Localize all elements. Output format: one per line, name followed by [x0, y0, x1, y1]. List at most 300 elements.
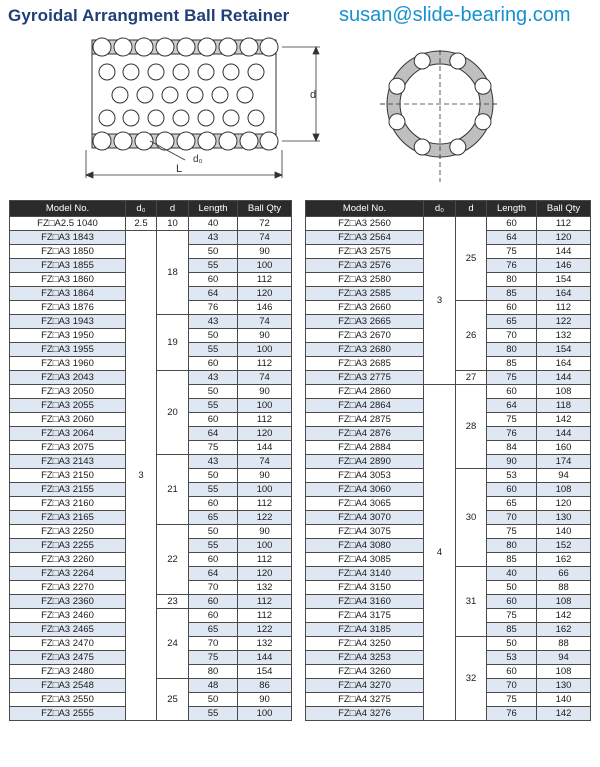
- length-cell: 60: [189, 273, 238, 287]
- model-no-cell: FZ□A4 3075: [306, 525, 424, 539]
- length-cell: 55: [189, 399, 238, 413]
- spec-table-right: [305, 200, 591, 721]
- ball-qty-cell: 100: [238, 539, 292, 553]
- length-cell: 43: [189, 455, 238, 469]
- ball: [114, 38, 132, 56]
- ring-ball: [450, 139, 466, 155]
- ball-qty-cell: 140: [537, 525, 591, 539]
- model-no-cell: FZ□A3 2685: [306, 357, 424, 371]
- ball: [260, 38, 278, 56]
- dim-label-d0: d₀: [193, 154, 203, 165]
- model-no-cell: FZ□A3 2555: [10, 707, 126, 721]
- model-no-cell: FZ□A3 1960: [10, 357, 126, 371]
- ball: [137, 87, 153, 103]
- d-cell: 27: [456, 371, 487, 385]
- ball-qty-cell: 122: [537, 315, 591, 329]
- ball: [156, 38, 174, 56]
- ball: [135, 38, 153, 56]
- col-d0: d₀: [424, 201, 456, 217]
- ball-qty-cell: 74: [238, 315, 292, 329]
- ball-qty-cell: 90: [238, 469, 292, 483]
- ball-qty-cell: 120: [238, 427, 292, 441]
- d-cell: 22: [157, 525, 189, 595]
- length-cell: 50: [189, 693, 238, 707]
- model-no-cell: FZ□A4 3070: [306, 511, 424, 525]
- length-cell: 50: [189, 525, 238, 539]
- d-cell: 30: [456, 469, 487, 567]
- ball-qty-cell: 74: [238, 455, 292, 469]
- ball-qty-cell: 118: [537, 399, 591, 413]
- length-cell: 60: [189, 357, 238, 371]
- ball: [212, 87, 228, 103]
- model-no-cell: FZ□A3 2165: [10, 511, 126, 525]
- length-cell: 70: [487, 329, 537, 343]
- ball-qty-cell: 132: [238, 581, 292, 595]
- model-no-cell: FZ□A3 2775: [306, 371, 424, 385]
- ring-ball: [414, 53, 430, 69]
- table-row: [10, 217, 292, 231]
- d0-cell: 2.5: [126, 217, 157, 231]
- ball-qty-cell: 146: [238, 301, 292, 315]
- ball: [240, 38, 258, 56]
- ball: [248, 110, 264, 126]
- length-cell: 75: [189, 441, 238, 455]
- ball: [112, 87, 128, 103]
- ball-qty-cell: 90: [238, 245, 292, 259]
- model-no-cell: FZ□A4 2884: [306, 441, 424, 455]
- length-cell: 60: [189, 497, 238, 511]
- ball-qty-cell: 122: [238, 511, 292, 525]
- d-cell: 23: [157, 595, 189, 609]
- model-no-cell: FZ□A3 2560: [306, 217, 424, 231]
- model-no-cell: FZ□A4 3250: [306, 637, 424, 651]
- ball-qty-cell: 122: [238, 623, 292, 637]
- length-cell: 50: [189, 329, 238, 343]
- length-cell: 53: [487, 469, 537, 483]
- d-cell: 20: [157, 371, 189, 455]
- length-cell: 55: [189, 259, 238, 273]
- d-cell: 19: [157, 315, 189, 371]
- col-model-no: Model No.: [10, 201, 126, 217]
- d-cell: 31: [456, 567, 487, 637]
- model-no-cell: FZ□A3 1864: [10, 287, 126, 301]
- length-cell: 70: [189, 581, 238, 595]
- ball-retainer-drawing: [0, 0, 600, 190]
- ball-qty-cell: 142: [537, 707, 591, 721]
- model-no-cell: FZ□A3 2470: [10, 637, 126, 651]
- ball-qty-cell: 120: [537, 497, 591, 511]
- col-ball-qty: Ball Qty: [238, 201, 292, 217]
- ball-qty-cell: 154: [537, 343, 591, 357]
- spec-table-left: [9, 200, 292, 721]
- model-no-cell: FZ□A3 2160: [10, 497, 126, 511]
- length-cell: 76: [487, 707, 537, 721]
- ball: [99, 110, 115, 126]
- ball-qty-cell: 144: [537, 245, 591, 259]
- model-no-cell: FZ□A3 2460: [10, 609, 126, 623]
- length-cell: 75: [189, 651, 238, 665]
- ball: [187, 87, 203, 103]
- model-no-cell: FZ□A3 2264: [10, 567, 126, 581]
- ball: [198, 132, 216, 150]
- length-cell: 55: [189, 707, 238, 721]
- ball: [173, 64, 189, 80]
- ball: [123, 110, 139, 126]
- length-cell: 64: [189, 427, 238, 441]
- model-no-cell: FZ□A3 2480: [10, 665, 126, 679]
- table-header-row: [306, 201, 591, 217]
- ball-qty-cell: 72: [238, 217, 292, 231]
- ball-qty-cell: 90: [238, 385, 292, 399]
- length-cell: 50: [487, 581, 537, 595]
- length-cell: 75: [487, 371, 537, 385]
- model-no-cell: FZ□A4 3276: [306, 707, 424, 721]
- length-cell: 60: [189, 553, 238, 567]
- length-cell: 50: [189, 469, 238, 483]
- d-cell: 26: [456, 301, 487, 371]
- length-cell: 76: [487, 427, 537, 441]
- model-no-cell: FZ□A3 2665: [306, 315, 424, 329]
- ball-qty-cell: 74: [238, 371, 292, 385]
- ball-qty-cell: 154: [537, 273, 591, 287]
- length-cell: 48: [189, 679, 238, 693]
- ball: [198, 38, 216, 56]
- length-cell: 64: [487, 231, 537, 245]
- col-d: d: [157, 201, 189, 217]
- length-cell: 43: [189, 315, 238, 329]
- ball-qty-cell: 90: [238, 693, 292, 707]
- ball-qty-cell: 132: [238, 637, 292, 651]
- length-cell: 85: [487, 287, 537, 301]
- d0-cell: 3: [126, 231, 157, 721]
- model-no-cell: FZ□A2.5 1040: [10, 217, 126, 231]
- ball-qty-cell: 100: [238, 399, 292, 413]
- ball: [99, 64, 115, 80]
- length-cell: 85: [487, 623, 537, 637]
- length-cell: 64: [189, 287, 238, 301]
- ball: [223, 64, 239, 80]
- d-cell: 10: [157, 217, 189, 231]
- model-no-cell: FZ□A3 2255: [10, 539, 126, 553]
- col-length: Length: [189, 201, 238, 217]
- length-cell: 50: [189, 385, 238, 399]
- model-no-cell: FZ□A3 1860: [10, 273, 126, 287]
- length-cell: 60: [487, 665, 537, 679]
- length-cell: 55: [189, 539, 238, 553]
- ring-ball: [475, 78, 491, 94]
- table-row: [10, 231, 292, 245]
- model-no-cell: FZ□A3 1850: [10, 245, 126, 259]
- contact-email[interactable]: susan@slide-bearing.com: [339, 4, 571, 26]
- ball-qty-cell: 146: [537, 259, 591, 273]
- length-cell: 75: [487, 693, 537, 707]
- ball: [260, 132, 278, 150]
- model-no-cell: FZ□A4 3060: [306, 483, 424, 497]
- length-cell: 60: [487, 301, 537, 315]
- length-cell: 40: [189, 217, 238, 231]
- model-no-cell: FZ□A3 2075: [10, 441, 126, 455]
- ball-qty-cell: 144: [238, 651, 292, 665]
- ball-qty-cell: 120: [537, 231, 591, 245]
- model-no-cell: FZ□A4 2860: [306, 385, 424, 399]
- model-no-cell: FZ□A3 2150: [10, 469, 126, 483]
- length-cell: 55: [189, 343, 238, 357]
- length-cell: 60: [487, 595, 537, 609]
- model-no-cell: FZ□A3 2465: [10, 623, 126, 637]
- length-cell: 60: [487, 483, 537, 497]
- length-cell: 50: [189, 245, 238, 259]
- ball-qty-cell: 162: [537, 553, 591, 567]
- model-no-cell: FZ□A4 2876: [306, 427, 424, 441]
- ball-qty-cell: 142: [537, 609, 591, 623]
- ball-qty-cell: 154: [238, 665, 292, 679]
- length-cell: 84: [487, 441, 537, 455]
- ball: [240, 132, 258, 150]
- model-no-cell: FZ□A3 2143: [10, 455, 126, 469]
- ring-ball: [475, 114, 491, 130]
- ball-qty-cell: 112: [238, 497, 292, 511]
- col-d0: d₀: [126, 201, 157, 217]
- model-no-cell: FZ□A4 3253: [306, 651, 424, 665]
- side-view: [92, 38, 278, 150]
- ring-ball: [414, 139, 430, 155]
- ball-qty-cell: 94: [537, 469, 591, 483]
- length-cell: 65: [487, 315, 537, 329]
- ball-qty-cell: 164: [537, 287, 591, 301]
- length-cell: 76: [189, 301, 238, 315]
- model-no-cell: FZ□A3 1843: [10, 231, 126, 245]
- ball-qty-cell: 88: [537, 637, 591, 651]
- length-cell: 43: [189, 231, 238, 245]
- d-cell: 18: [157, 231, 189, 315]
- model-no-cell: FZ□A3 2270: [10, 581, 126, 595]
- length-cell: 60: [189, 609, 238, 623]
- ball-qty-cell: 100: [238, 343, 292, 357]
- ball: [93, 38, 111, 56]
- ball-qty-cell: 108: [537, 483, 591, 497]
- ball: [148, 64, 164, 80]
- model-no-cell: FZ□A4 3080: [306, 539, 424, 553]
- ball-qty-cell: 120: [238, 287, 292, 301]
- ball-qty-cell: 112: [238, 609, 292, 623]
- ball: [173, 110, 189, 126]
- model-no-cell: FZ□A3 2575: [306, 245, 424, 259]
- col-length: Length: [487, 201, 537, 217]
- ball-qty-cell: 132: [537, 329, 591, 343]
- model-no-cell: FZ□A3 1955: [10, 343, 126, 357]
- model-no-cell: FZ□A3 2043: [10, 371, 126, 385]
- model-no-cell: FZ□A3 2680: [306, 343, 424, 357]
- ball-qty-cell: 100: [238, 483, 292, 497]
- ball-qty-cell: 90: [238, 525, 292, 539]
- table-row: [306, 217, 591, 231]
- length-cell: 80: [487, 539, 537, 553]
- model-no-cell: FZ□A4 3160: [306, 595, 424, 609]
- d-cell: 28: [456, 385, 487, 469]
- d-cell: 21: [157, 455, 189, 525]
- ball-qty-cell: 140: [537, 693, 591, 707]
- model-no-cell: FZ□A3 2155: [10, 483, 126, 497]
- model-no-cell: FZ□A3 2670: [306, 329, 424, 343]
- ball: [114, 132, 132, 150]
- length-cell: 70: [487, 511, 537, 525]
- ball-qty-cell: 66: [537, 567, 591, 581]
- ring-ball: [389, 78, 405, 94]
- length-cell: 53: [487, 651, 537, 665]
- length-cell: 70: [487, 679, 537, 693]
- ball-qty-cell: 112: [238, 595, 292, 609]
- length-cell: 60: [487, 385, 537, 399]
- model-no-cell: FZ□A4 3053: [306, 469, 424, 483]
- ball: [219, 38, 237, 56]
- ball: [177, 38, 195, 56]
- dim-label-l: L: [176, 163, 183, 175]
- model-no-cell: FZ□A3 2060: [10, 413, 126, 427]
- ball-qty-cell: 88: [537, 581, 591, 595]
- length-cell: 70: [189, 637, 238, 651]
- model-no-cell: FZ□A3 2475: [10, 651, 126, 665]
- ball: [156, 132, 174, 150]
- length-cell: 65: [487, 497, 537, 511]
- ball-qty-cell: 130: [537, 511, 591, 525]
- model-no-cell: FZ□A3 2548: [10, 679, 126, 693]
- ball-qty-cell: 144: [238, 441, 292, 455]
- ball: [177, 132, 195, 150]
- length-cell: 60: [189, 595, 238, 609]
- ball: [123, 64, 139, 80]
- table-header-row: [10, 201, 292, 217]
- ball-qty-cell: 160: [537, 441, 591, 455]
- ball-qty-cell: 120: [238, 567, 292, 581]
- model-no-cell: FZ□A4 3085: [306, 553, 424, 567]
- model-no-cell: FZ□A4 3260: [306, 665, 424, 679]
- ball-qty-cell: 108: [537, 385, 591, 399]
- ball-qty-cell: 112: [537, 217, 591, 231]
- ball: [219, 132, 237, 150]
- model-no-cell: FZ□A3 1855: [10, 259, 126, 273]
- model-no-cell: FZ□A3 2050: [10, 385, 126, 399]
- length-cell: 40: [487, 567, 537, 581]
- length-cell: 80: [189, 665, 238, 679]
- ball-qty-cell: 112: [238, 357, 292, 371]
- length-cell: 75: [487, 525, 537, 539]
- ball-qty-cell: 100: [238, 259, 292, 273]
- table-row: [306, 385, 591, 399]
- model-no-cell: FZ□A4 2864: [306, 399, 424, 413]
- ball-qty-cell: 142: [537, 413, 591, 427]
- model-no-cell: FZ□A3 2585: [306, 287, 424, 301]
- model-no-cell: FZ□A4 2875: [306, 413, 424, 427]
- length-cell: 75: [487, 609, 537, 623]
- model-no-cell: FZ□A3 2550: [10, 693, 126, 707]
- ball: [223, 110, 239, 126]
- ball-qty-cell: 90: [238, 329, 292, 343]
- model-no-cell: FZ□A3 2564: [306, 231, 424, 245]
- ring-ball: [389, 114, 405, 130]
- dim-label-d: d: [310, 89, 317, 101]
- col-ball-qty: Ball Qty: [537, 201, 591, 217]
- length-cell: 75: [487, 245, 537, 259]
- ball-qty-cell: 162: [537, 623, 591, 637]
- ball-qty-cell: 112: [238, 413, 292, 427]
- length-cell: 85: [487, 553, 537, 567]
- ball: [198, 64, 214, 80]
- model-no-cell: FZ□A3 1876: [10, 301, 126, 315]
- model-no-cell: FZ□A4 3065: [306, 497, 424, 511]
- model-no-cell: FZ□A4 3270: [306, 679, 424, 693]
- model-no-cell: FZ□A3 2250: [10, 525, 126, 539]
- ball: [93, 132, 111, 150]
- length-cell: 90: [487, 455, 537, 469]
- ball-qty-cell: 112: [238, 273, 292, 287]
- length-cell: 75: [487, 413, 537, 427]
- length-cell: 60: [487, 217, 537, 231]
- model-no-cell: FZ□A3 1943: [10, 315, 126, 329]
- end-view: [380, 50, 500, 182]
- model-no-cell: FZ□A3 2360: [10, 595, 126, 609]
- model-no-cell: FZ□A3 2576: [306, 259, 424, 273]
- d-cell: 24: [157, 609, 189, 679]
- ball-qty-cell: 152: [537, 539, 591, 553]
- model-no-cell: FZ□A3 2055: [10, 399, 126, 413]
- length-cell: 64: [487, 399, 537, 413]
- length-cell: 50: [487, 637, 537, 651]
- length-cell: 80: [487, 273, 537, 287]
- length-cell: 65: [189, 511, 238, 525]
- ball-qty-cell: 144: [537, 427, 591, 441]
- col-d: d: [456, 201, 487, 217]
- d-cell: 25: [456, 217, 487, 301]
- model-no-cell: FZ□A4 3185: [306, 623, 424, 637]
- ball-qty-cell: 144: [537, 371, 591, 385]
- length-cell: 76: [487, 259, 537, 273]
- model-no-cell: FZ□A3 2660: [306, 301, 424, 315]
- ring-ball: [450, 53, 466, 69]
- ball: [148, 110, 164, 126]
- d0-cell: 3: [424, 217, 456, 385]
- ball-qty-cell: 112: [537, 301, 591, 315]
- length-cell: 43: [189, 371, 238, 385]
- ball-qty-cell: 74: [238, 231, 292, 245]
- length-cell: 64: [189, 567, 238, 581]
- model-no-cell: FZ□A3 2260: [10, 553, 126, 567]
- page-title: Gyroidal Arrangment Ball Retainer: [8, 6, 290, 25]
- model-no-cell: FZ□A3 2064: [10, 427, 126, 441]
- length-cell: 80: [487, 343, 537, 357]
- d-cell: 32: [456, 637, 487, 721]
- model-no-cell: FZ□A4 3175: [306, 609, 424, 623]
- d0-cell: 4: [424, 385, 456, 721]
- ball: [198, 110, 214, 126]
- model-no-cell: FZ□A4 3150: [306, 581, 424, 595]
- length-cell: 55: [189, 483, 238, 497]
- ball-qty-cell: 174: [537, 455, 591, 469]
- model-no-cell: FZ□A4 3140: [306, 567, 424, 581]
- ball-qty-cell: 86: [238, 679, 292, 693]
- ball-qty-cell: 94: [537, 651, 591, 665]
- ball: [162, 87, 178, 103]
- model-no-cell: FZ□A4 2890: [306, 455, 424, 469]
- ball-qty-cell: 108: [537, 595, 591, 609]
- model-no-cell: FZ□A3 1950: [10, 329, 126, 343]
- ball-qty-cell: 112: [238, 553, 292, 567]
- ball: [237, 87, 253, 103]
- d-cell: 25: [157, 679, 189, 721]
- length-cell: 85: [487, 357, 537, 371]
- ball: [248, 64, 264, 80]
- ball-qty-cell: 108: [537, 665, 591, 679]
- length-cell: 65: [189, 623, 238, 637]
